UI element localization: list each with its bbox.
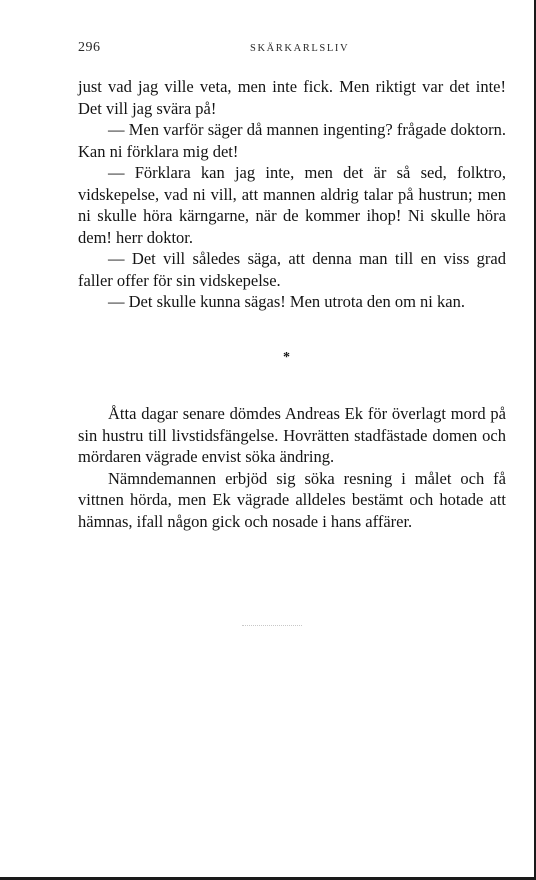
paragraph: Nämndemannen erbjöd sig söka resning i målet och få vittnen hörda, men Ek vägrade alldeles bestämt och hotade att hämnas, ifall någon gick och nosade i hans affärer. bbox=[78, 468, 506, 531]
section-separator-asterisk: * bbox=[283, 350, 290, 365]
paragraph: just vad jag ville veta, men inte fick. Men riktigt var det inte! Det vill jag svära på! bbox=[78, 77, 506, 118]
paragraph: — Det vill således säga, att denna man till en viss grad faller offer för sin vidskepelse. bbox=[78, 249, 506, 290]
faint-divider bbox=[242, 625, 302, 627]
page-number: 296 bbox=[78, 40, 101, 55]
paragraph: — Det skulle kunna sägas! Men utrota den om ni kan. bbox=[108, 292, 465, 311]
text-block-dialogue bbox=[78, 76, 506, 313]
running-head: SKÄRKARLSLIV bbox=[250, 43, 350, 54]
paragraph: Åtta dagar senare dömdes Andreas Ek för överlagt mord på sin hustru till livstidsfängelse. Hovrätten stadfästade domen och mördaren vägrade envist söka ändring. bbox=[78, 404, 506, 466]
text-block-verdict bbox=[78, 403, 506, 532]
page-header bbox=[78, 40, 508, 62]
paragraph: — Men varför säger då mannen ingenting? frågade doktorn. Kan ni förklara mig det! bbox=[78, 120, 506, 161]
paragraph: — Förklara kan jag inte, men det är så sed, folktro, vidskepelse, vad ni vill, att mannen aldrig talar på hustrun; men ni skulle höra kärngarne, när de kommer ihop! Ni skulle höra dem! herr doktor. bbox=[78, 163, 506, 247]
